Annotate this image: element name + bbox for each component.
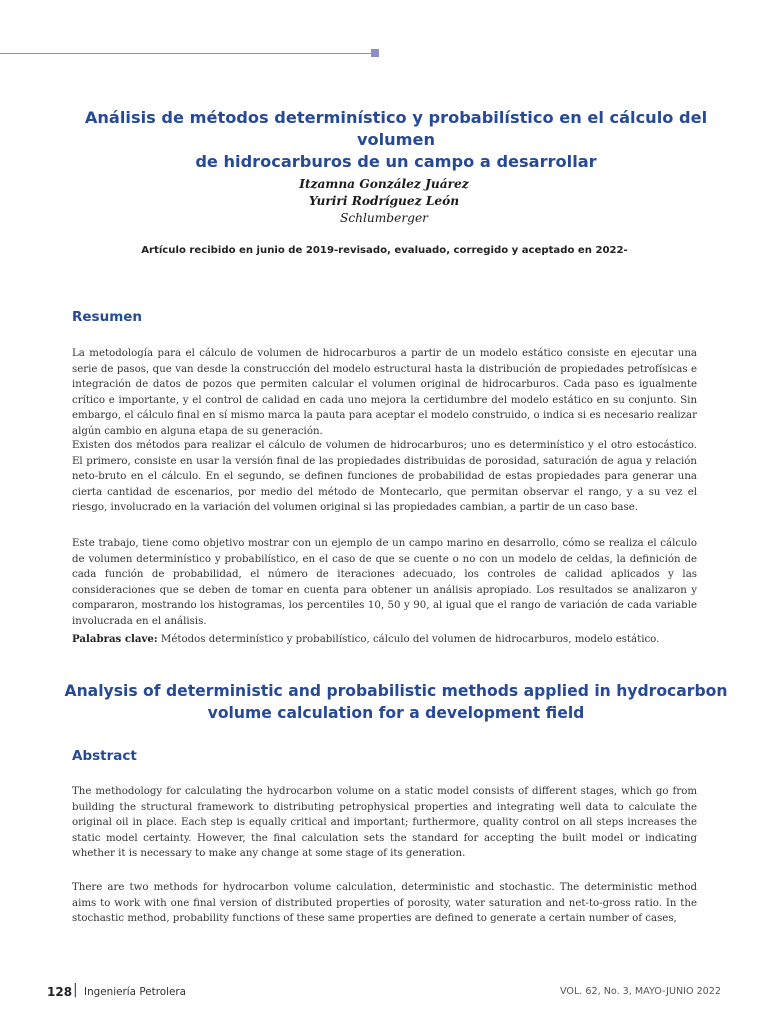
resumen-paragraph-3: Este trabajo, tiene como objetivo mostrar con un ejemplo de un campo marino en desarrollo, cómo se realiza el cálculo de volumen determinístico y probabilístico, en el caso de que se cuente o no con un modelo de celdas, la definición de cada función de probabilidad, el número de iteraciones adecuado, los controles de calidad aplicados y las consideraciones que se deben de tomar en cuenta para obtener un análisis apropiado. Los resultados se analizaron y compararon, mostrando los histogramas, los percentiles 10, 50 y 90, al igual que el rango de variación de cada variable involucrada en el análisis. xyxy=(72,538,697,627)
authors-block xyxy=(84,176,684,227)
header-rule-marker xyxy=(371,49,379,57)
abstract-paragraph-2: There are two methods for hydrocarbon volume calculation, deterministic and stochastic. The deterministic method aims to work with one final version of distributed properties of porosity, water saturation and net-to-gross ratio. In the stochastic method, probability functions of these same properties are defined to generate a certain number of cases, xyxy=(72,882,697,924)
journal-name: Ingeniería Petrolera xyxy=(84,986,187,998)
title-es-line-1: Análisis de métodos determinístico y probabilístico en el cálculo del volumen xyxy=(84,108,708,149)
article-title-en xyxy=(60,680,732,724)
header-rule xyxy=(0,53,372,54)
abstract-paragraph-1: The methodology for calculating the hydrocarbon volume on a static model consists of different stages, which go from building the structural framework to distributing petrophysical properties and integrating well data to calculate the original oil in place. Each step is equally critical and important; furthermore, quality control on all steps increases the static model certainty. However, the final calculation sets the standard for accepting the built model or indicating whether it is necessary to make any change at some stage of its generation. xyxy=(72,786,697,859)
resumen-paragraph-2: Existen dos métodos para realizar el cálculo de volumen de hidrocarburos; uno es determinístico y el otro estocástico. El primero, consiste en usar la versión final de las propiedades distribuidas de porosidad, saturación de agua y relación neto-bruto en el cálculo. En el segundo, se definen funciones de probabilidad de estas propiedades para generar una cierta cantidad de escenarios, por medio del método de Montecarlo, que permitan observar el rango, y a su vez el riesgo, involucrado en la variación del volumen original si las propiedades cambian, a partir de un caso base. xyxy=(72,440,697,513)
keywords-label: Palabras clave: xyxy=(72,633,158,645)
author-1: Itzamna González Juárez xyxy=(299,177,469,191)
resumen-paragraph-1: La metodología para el cálculo de volumen de hidrocarburos a partir de un modelo estático consiste en ejecutar una serie de pasos, que van desde la construcción del modelo estructural hasta la distribución de propiedades petrofísicas e integración de datos de pozos que permiten calcular el volumen original de hidrocarburos. Cada paso es igualmente crítico e importante, y el control de calidad en cada uno mejora la certidumbre del modelo estático en su conjunto. Sin embargo, el cálculo final en sí mismo marca la pauta para aceptar el modelo construido, o indica si es necesario realizar algún cambio en alguna etapa de su generación. xyxy=(72,348,697,437)
abstract-heading: Abstract xyxy=(72,748,137,764)
page-number: 128 xyxy=(47,985,73,999)
volume-info: VOL. 62, No. 3, MAYO-JUNIO 2022 xyxy=(560,986,721,997)
affiliation: Schlumberger xyxy=(339,211,428,225)
keywords-text: Métodos determinístico y probabilístico, cálculo del volumen de hidrocarburos, modelo estático. xyxy=(160,634,660,645)
keywords-line xyxy=(72,632,697,648)
footer-separator: | xyxy=(73,982,78,998)
received-note: Artículo recibido en junio de 2019-revisado, evaluado, corregido y aceptado en 2022- xyxy=(141,245,628,256)
article-title-es xyxy=(60,107,732,173)
resumen-heading: Resumen xyxy=(72,309,143,325)
title-en-line-1: Analysis of deterministic and probabilistic methods applied in hydrocarbon xyxy=(64,682,728,700)
author-2: Yuriri Rodríguez León xyxy=(308,194,460,208)
title-en-line-2: volume calculation for a development field xyxy=(207,704,585,722)
title-es-line-2: de hidrocarburos de un campo a desarrollar xyxy=(195,152,597,171)
